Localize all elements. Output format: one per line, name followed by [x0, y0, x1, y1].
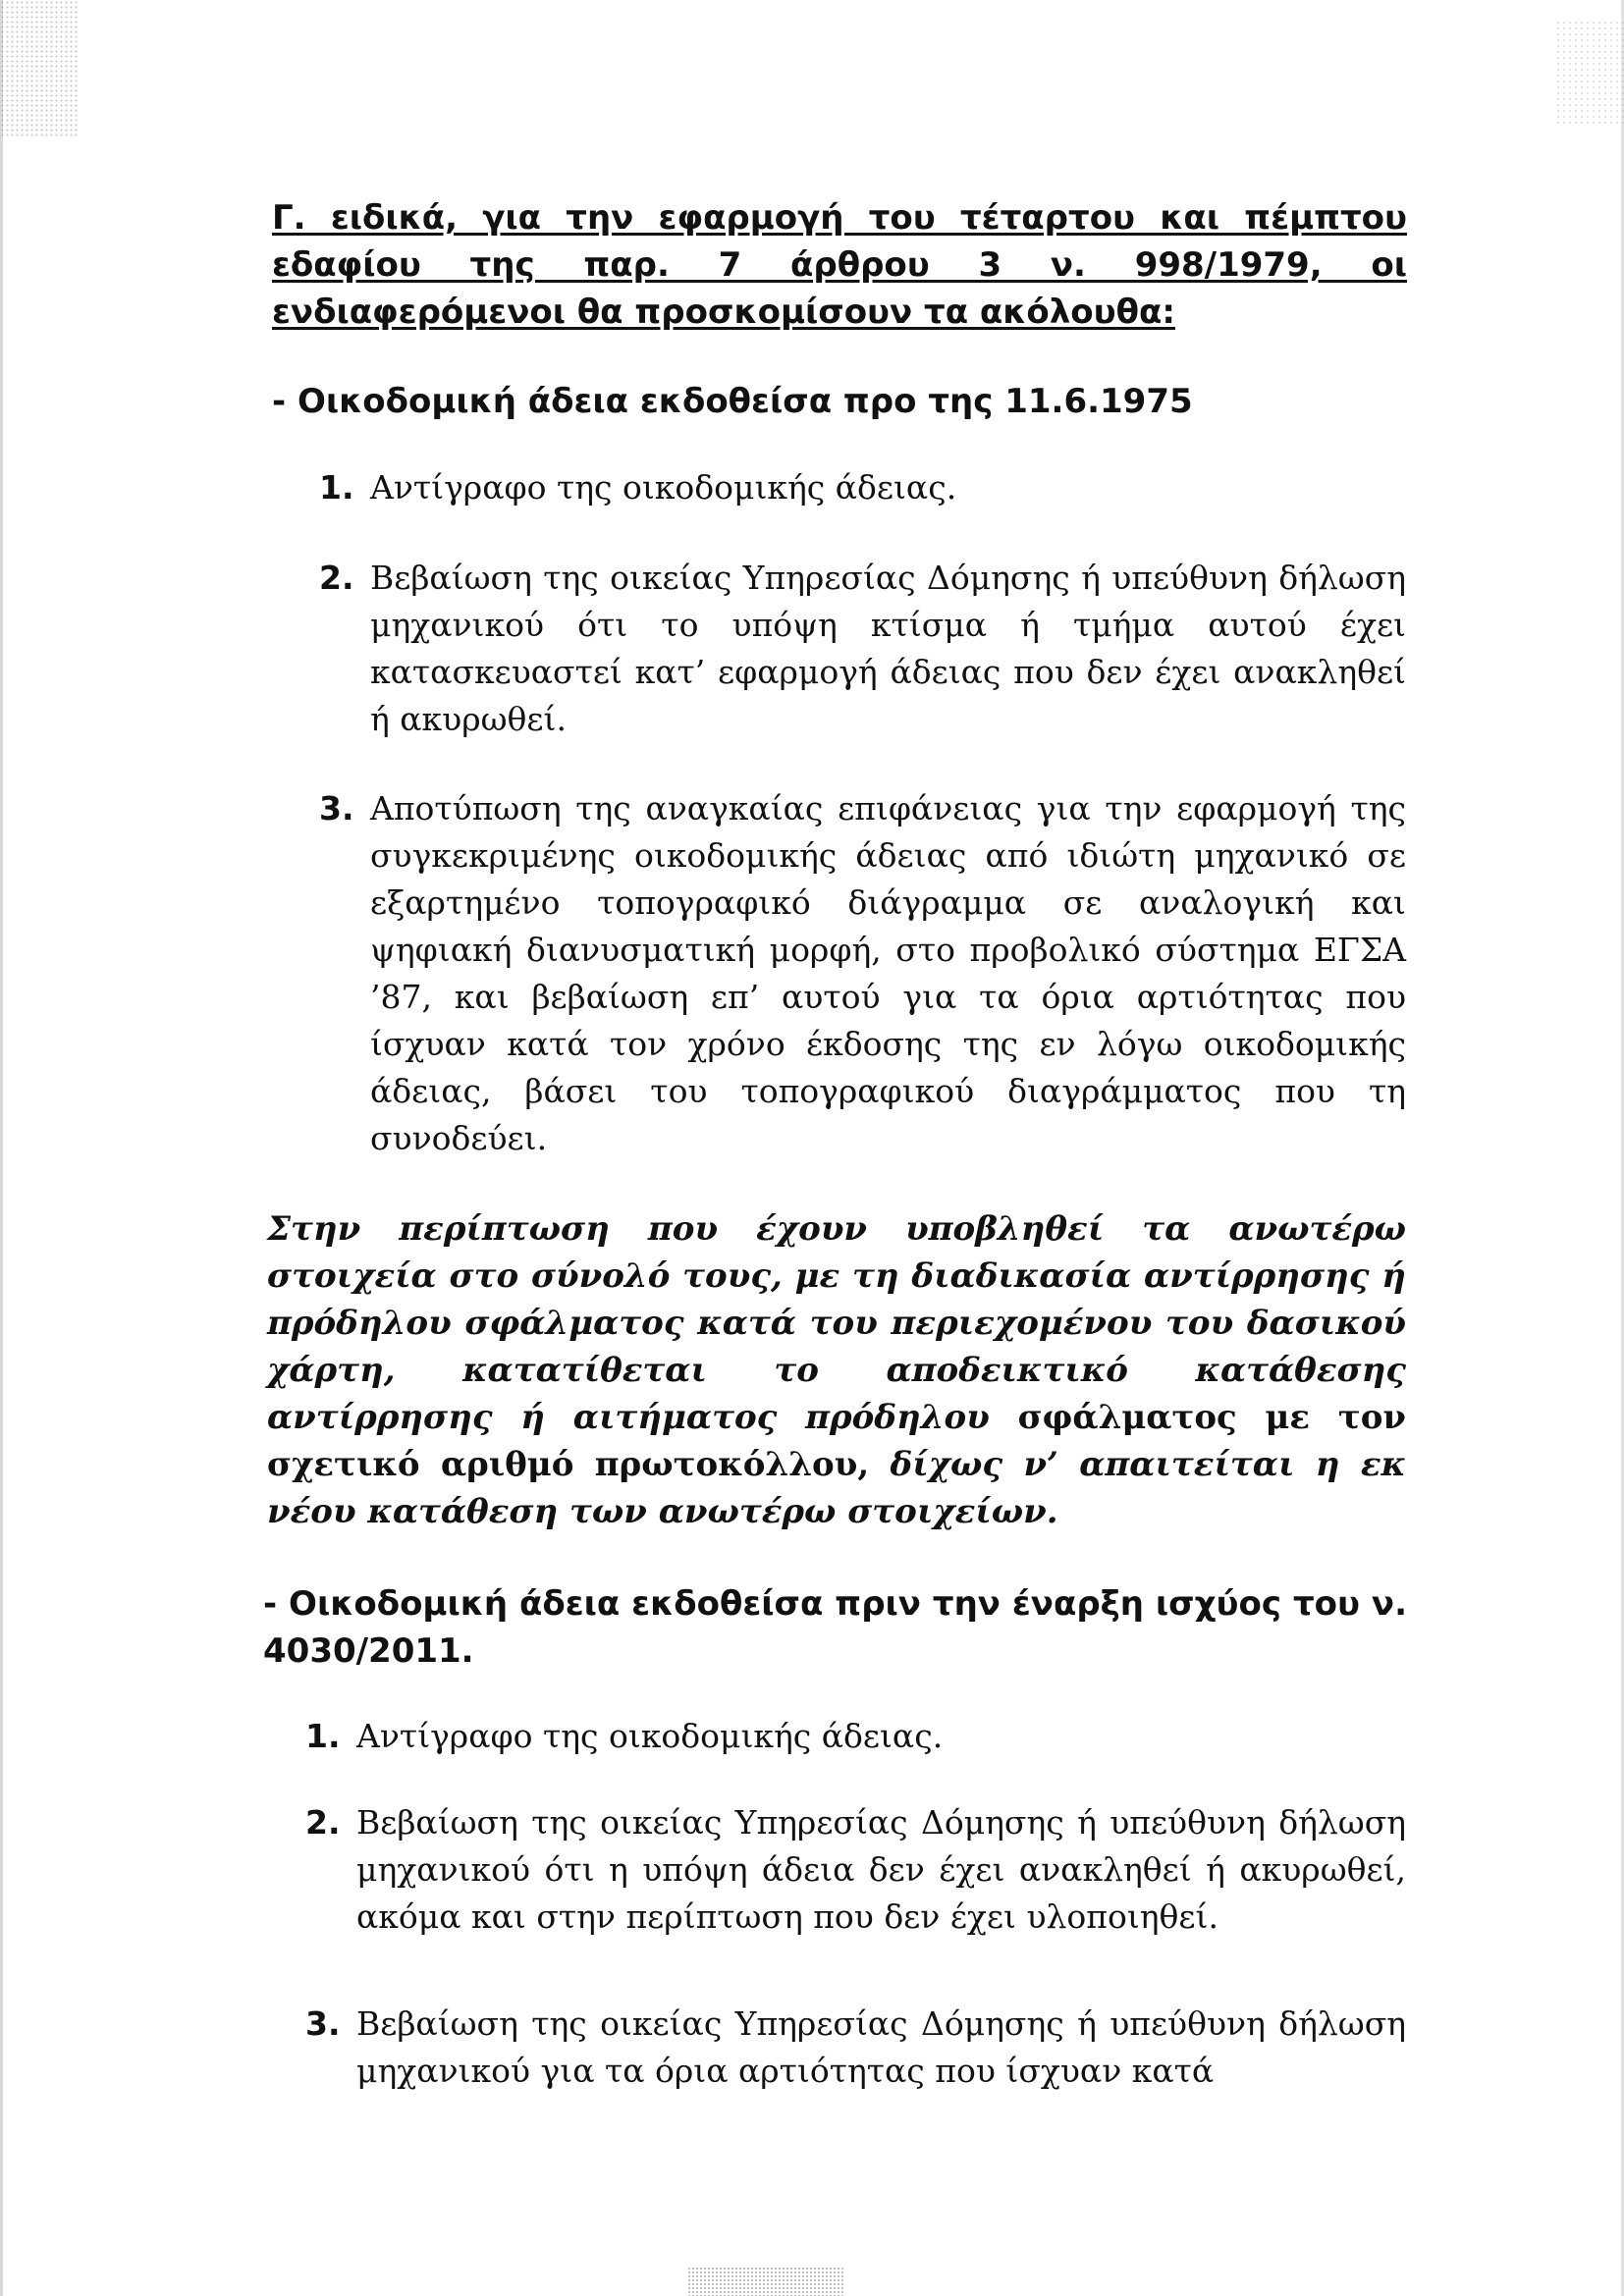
list-item-number: 2.	[319, 559, 354, 597]
list-item-text: Βεβαίωση της οικείας Υπηρεσίας Δόμησης ή υπεύθυνη δήλωση μηχανικού ότι η υπόψη άδεια δεν έχει ανακληθεί ή ακυρωθεί, ακόμα και στην περίπτωση που δεν έχει υλοποιηθεί.	[356, 1803, 1406, 1936]
list-item-number: 1.	[305, 1717, 341, 1755]
list-item	[319, 785, 1406, 1162]
subsection-title-4030: - Οικοδομική άδεια εκδοθείσα πριν την έναρξη ισχύος του ν. 4030/2011.	[263, 1584, 1407, 1671]
scan-edge-left	[0, 0, 3, 2296]
list-item-text: Βεβαίωση της οικείας Υπηρεσίας Δόμησης ή υπεύθυνη δήλωση μηχανικού για τα όρια αρτιότητας που ίσχυαν κατά	[356, 2004, 1406, 2090]
section-heading: Γ. ειδικά, για την εφαρμογή του τέταρτου και πέμπτου εδαφίου της παρ. 7 άρθρου 3 ν. 998/1979, οι ενδιαφερόμενοι θα προσκομίσουν τα ακόλουθα:	[272, 198, 1407, 332]
list-item-text: Βεβαίωση της οικείας Υπηρεσίας Δόμησης ή υπεύθυνη δήλωση μηχανικού ότι το υπόψη κτίσμα ή τμήμα αυτού έχει κατασκευαστεί κατ’ εφαρμογή άδειας που δεν έχει ανακληθεί ή ακυρωθεί.	[370, 559, 1406, 738]
scan-noise-top-right	[1555, 20, 1624, 128]
scan-noise-bottom	[687, 2267, 844, 2296]
list-item-number: 3.	[305, 2004, 341, 2043]
subsection-title-1975: - Οικοδομική άδεια εκδοθείσα προ της 11.6.1975	[272, 382, 1193, 421]
note-text-italic-end: δίχως ν’ απαιτείται η εκ νέου κατάθεση των ανωτέρω στοιχείων.	[267, 1445, 1406, 1531]
list-item-text: Αποτύπωση της αναγκαίας επιφάνειας για την εφαρμογή της συγκεκριμένης οικοδομικής άδειας από ιδιώτη μηχανικό σε εξαρτημένο τοπογραφικό διάγραμμα σε αναλογική και ψηφιακή διανυσματική μορφή, στο προβολικό σύστημα ΕΓΣΑ ’87, και βεβαίωση επ’ αυτού για τα όρια αρτιότητας που ίσχυαν κατά τον χρόνο έκδοσης της εν λόγω οικοδομικής άδειας, βάσει του τοπογραφικού διαγράμματος που τη συνοδεύει.	[370, 789, 1406, 1157]
scan-noise-top-left	[0, 0, 79, 137]
list-item-text: Αντίγραφο της οικοδομικής άδειας.	[356, 1717, 944, 1755]
list-item	[319, 464, 1406, 511]
list-item	[305, 1799, 1406, 1941]
list-item	[305, 1713, 1406, 1760]
note-text-italic: Στην περίπτωση που έχουν υποβληθεί τα ανωτέρω στοιχεία στο σύνολό τους, με τη διαδικασία αντίρρησης ή πρόδηλου σφάλματος κατά του περιεχομένου του δασικού χάρτη, κατατίθεται το αποδεικτικό κατάθεσης αντίρρησης ή αιτήματος πρόδηλου	[267, 1209, 1406, 1437]
note-paragraph	[267, 1205, 1406, 1535]
list-item-number: 3.	[319, 789, 354, 828]
list-item-number: 1.	[319, 468, 354, 507]
list-item	[305, 2001, 1406, 2095]
list-item-text: Αντίγραφο της οικοδομικής άδειας.	[370, 468, 957, 507]
note-text-upright: σφάλματος με τον σχετικό αριθμό πρωτοκόλλου,	[267, 1398, 1406, 1484]
list-item-number: 2.	[305, 1803, 341, 1842]
list-item	[319, 555, 1406, 743]
